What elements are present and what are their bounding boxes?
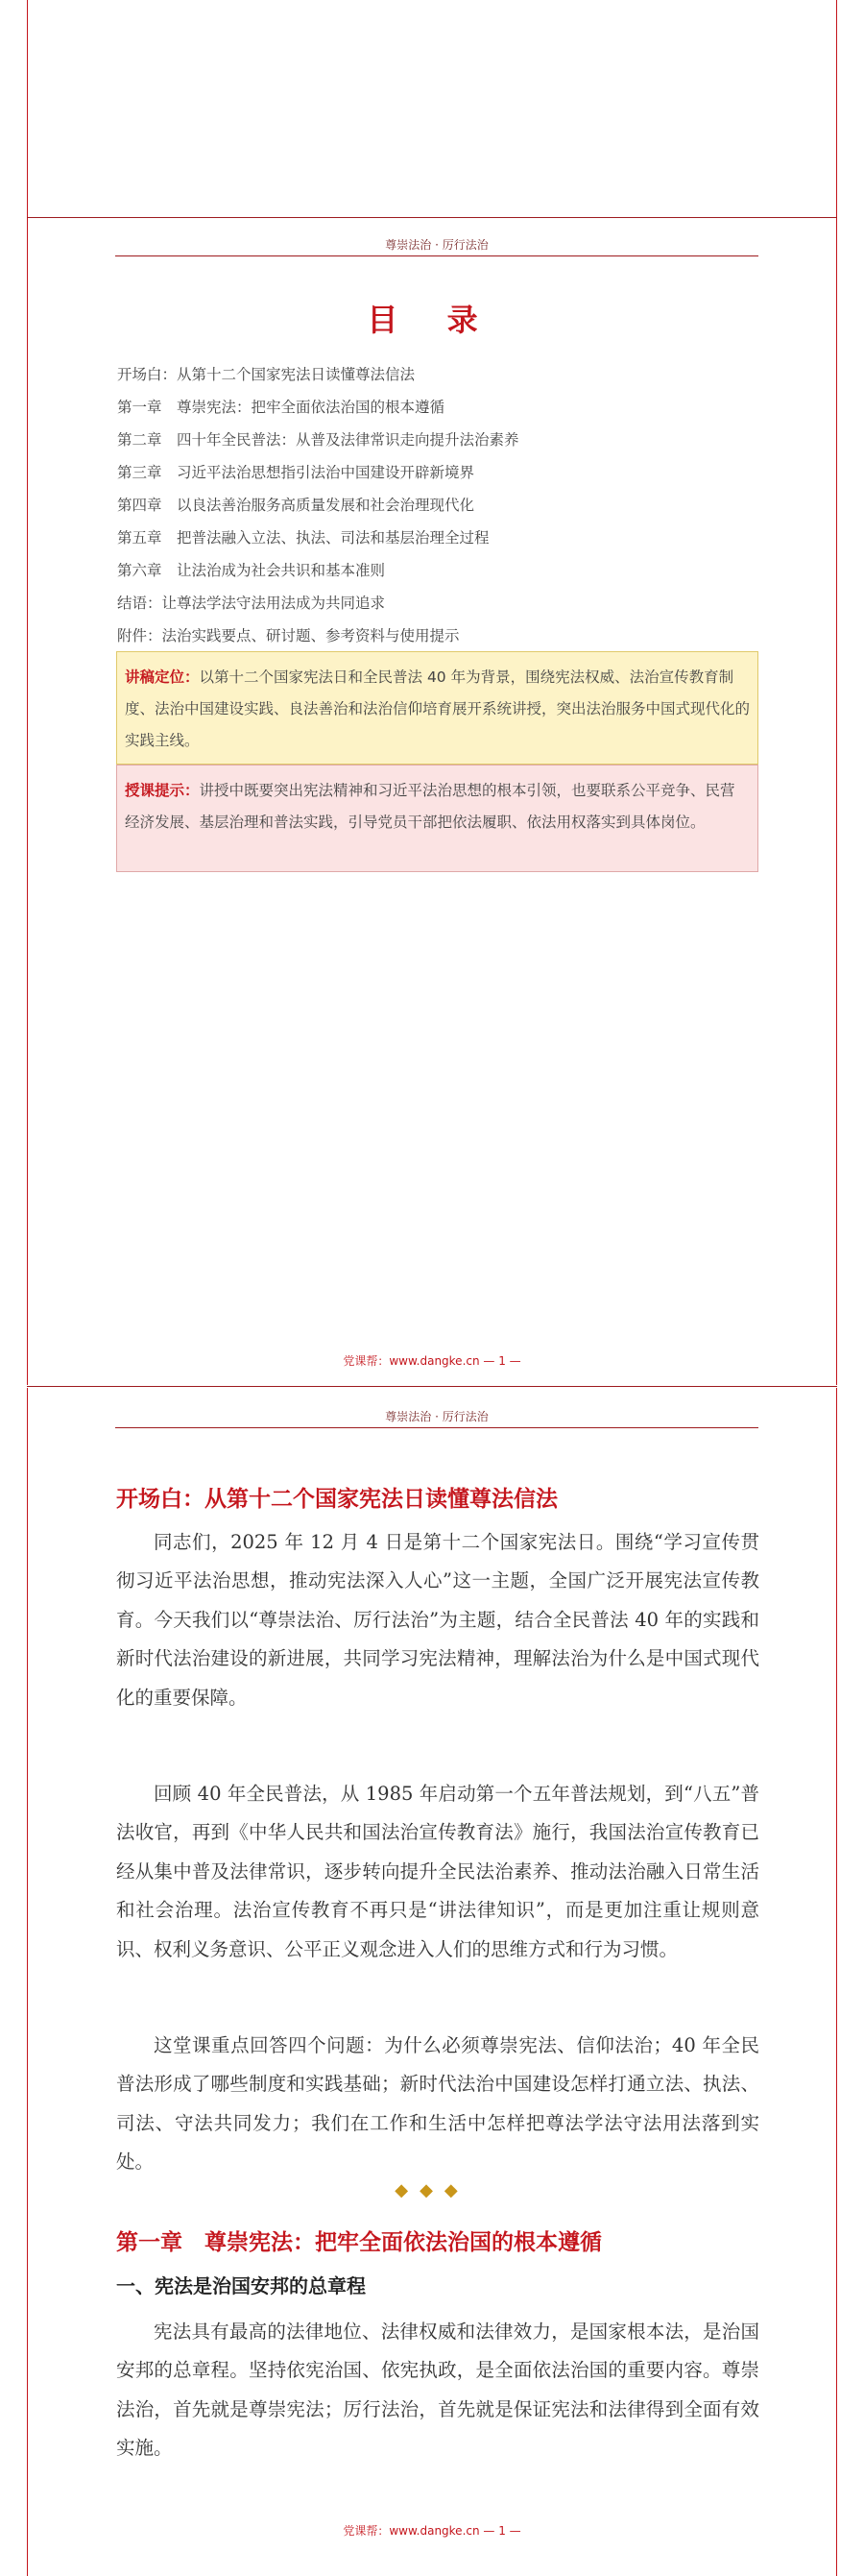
chapter-1-paragraph: 宪法具有最高的法律地位、法律权威和法律效力，是国家根本法，是治国安邦的总章程。坚持依宪治国、依宪执政，是全面依法治国的重要内容。尊崇法治，首先就是尊崇宪法；厉行法治，首先就是保证宪法和法律得到全面有效实施。: [116, 2321, 759, 2460]
positioning-label: 讲稿定位：: [125, 668, 200, 686]
opening-paragraph-3: 这堂课重点回答四个问题：为什么必须尊崇宪法、信仰法治；40 年全民普法形成了哪些制度和实践基础；新时代法治中国建设怎样打通立法、执法、司法、守法共同发力；我们在工作和生活中怎样把尊法学法守法用法落到实处。: [116, 2034, 759, 2174]
running-head: 尊崇法治 · 厉行法治: [385, 1410, 489, 1423]
toc-item: 第四章 以良法善治服务高质量发展和社会治理现代化: [117, 497, 475, 514]
opening-heading: 开场白：从第十二个国家宪法日读懂尊法信法: [116, 1487, 558, 1512]
page-1-top-border: [27, 217, 837, 218]
teaching-tips-label: 授课提示：: [125, 782, 200, 799]
page-separator: [27, 1386, 837, 1387]
toc-title: 目 录: [367, 302, 497, 338]
running-head-rule: [115, 255, 758, 256]
toc-item: 结语：让尊法学法守法用法成为共同追求: [117, 595, 386, 612]
toc-item: 第三章 习近平法治思想指引法治中国建设开辟新境界: [117, 464, 475, 481]
page-footer: 党课帮：www.dangke.cn — 1 —: [343, 1354, 521, 1368]
page-footer: 党课帮：www.dangke.cn — 1 —: [343, 2524, 521, 2538]
section-divider: ◆◆◆: [395, 2180, 469, 2200]
chapter-1-heading: 第一章 尊崇宪法：把牢全面依法治国的根本遵循: [116, 2230, 602, 2255]
teaching-tips-text: 讲授中既要突出宪法精神和习近平法治思想的根本引领，也要联系公平竞争、民营经济发展、基层治理和普法实践，引导党员干部把依法履职、依法用权落实到具体岗位。: [125, 782, 735, 831]
toc-item: 第六章 让法治成为社会共识和基本准则: [117, 562, 386, 579]
toc-list: [117, 363, 751, 657]
positioning-note: [116, 651, 758, 765]
running-head: 尊崇法治 · 厉行法治: [385, 238, 489, 252]
chapter-1-subheading: 一、宪法是治国安邦的总章程: [116, 2274, 366, 2297]
toc-item: 第二章 四十年全民普法：从普及法律常识走向提升法治素养: [117, 431, 519, 449]
positioning-text: 以第十二个国家宪法日和全民普法 40 年为背景，围绕宪法权威、法治宣传教育制度、法治中国建设实践、良法善治和法治信仰培育展开系统讲授，突出法治服务中国式现代化的实践主线。: [125, 668, 751, 749]
toc-item: 附件：法治实践要点、研讨题、参考资料与使用提示: [117, 627, 460, 644]
toc-item: 第五章 把普法融入立法、执法、司法和基层治理全过程: [117, 529, 490, 547]
opening-paragraph-2: 回顾 40 年全民普法，从 1985 年启动第一个五年普法规划，到“八五”普法收官，再到《中华人民共和国法治宣传教育法》施行，我国法治宣传教育已经从集中普及法律常识，逐步转向提升全民法治素养、推动法治融入日常生活和社会治理。法治宣传教育不再只是“讲法律知识”，而是更加注重让规则意识、权利义务意识、公平正义观念进入人们的思维方式和行为习惯。: [116, 1783, 759, 1960]
toc-item: 开场白：从第十二个国家宪法日读懂尊法信法: [117, 366, 416, 383]
toc-item: 第一章 尊崇宪法：把牢全面依法治国的根本遵循: [117, 399, 445, 416]
opening-paragraph-1: 同志们，2025 年 12 月 4 日是第十二个国家宪法日。围绕“学习宣传贯彻习近平法治思想，推动宪法深入人心”这一主题，全国广泛开展宪法宣传教育。今天我们以“尊崇法治、厉行法治”为主题，结合全民普法 40 年的实践和新时代法治建设的新进展，共同学习宪法精神，理解法治为什么是中国式现代化的重要保障。: [116, 1531, 759, 1709]
teaching-tips-note: [116, 765, 758, 872]
running-head-rule: [115, 1427, 758, 1428]
